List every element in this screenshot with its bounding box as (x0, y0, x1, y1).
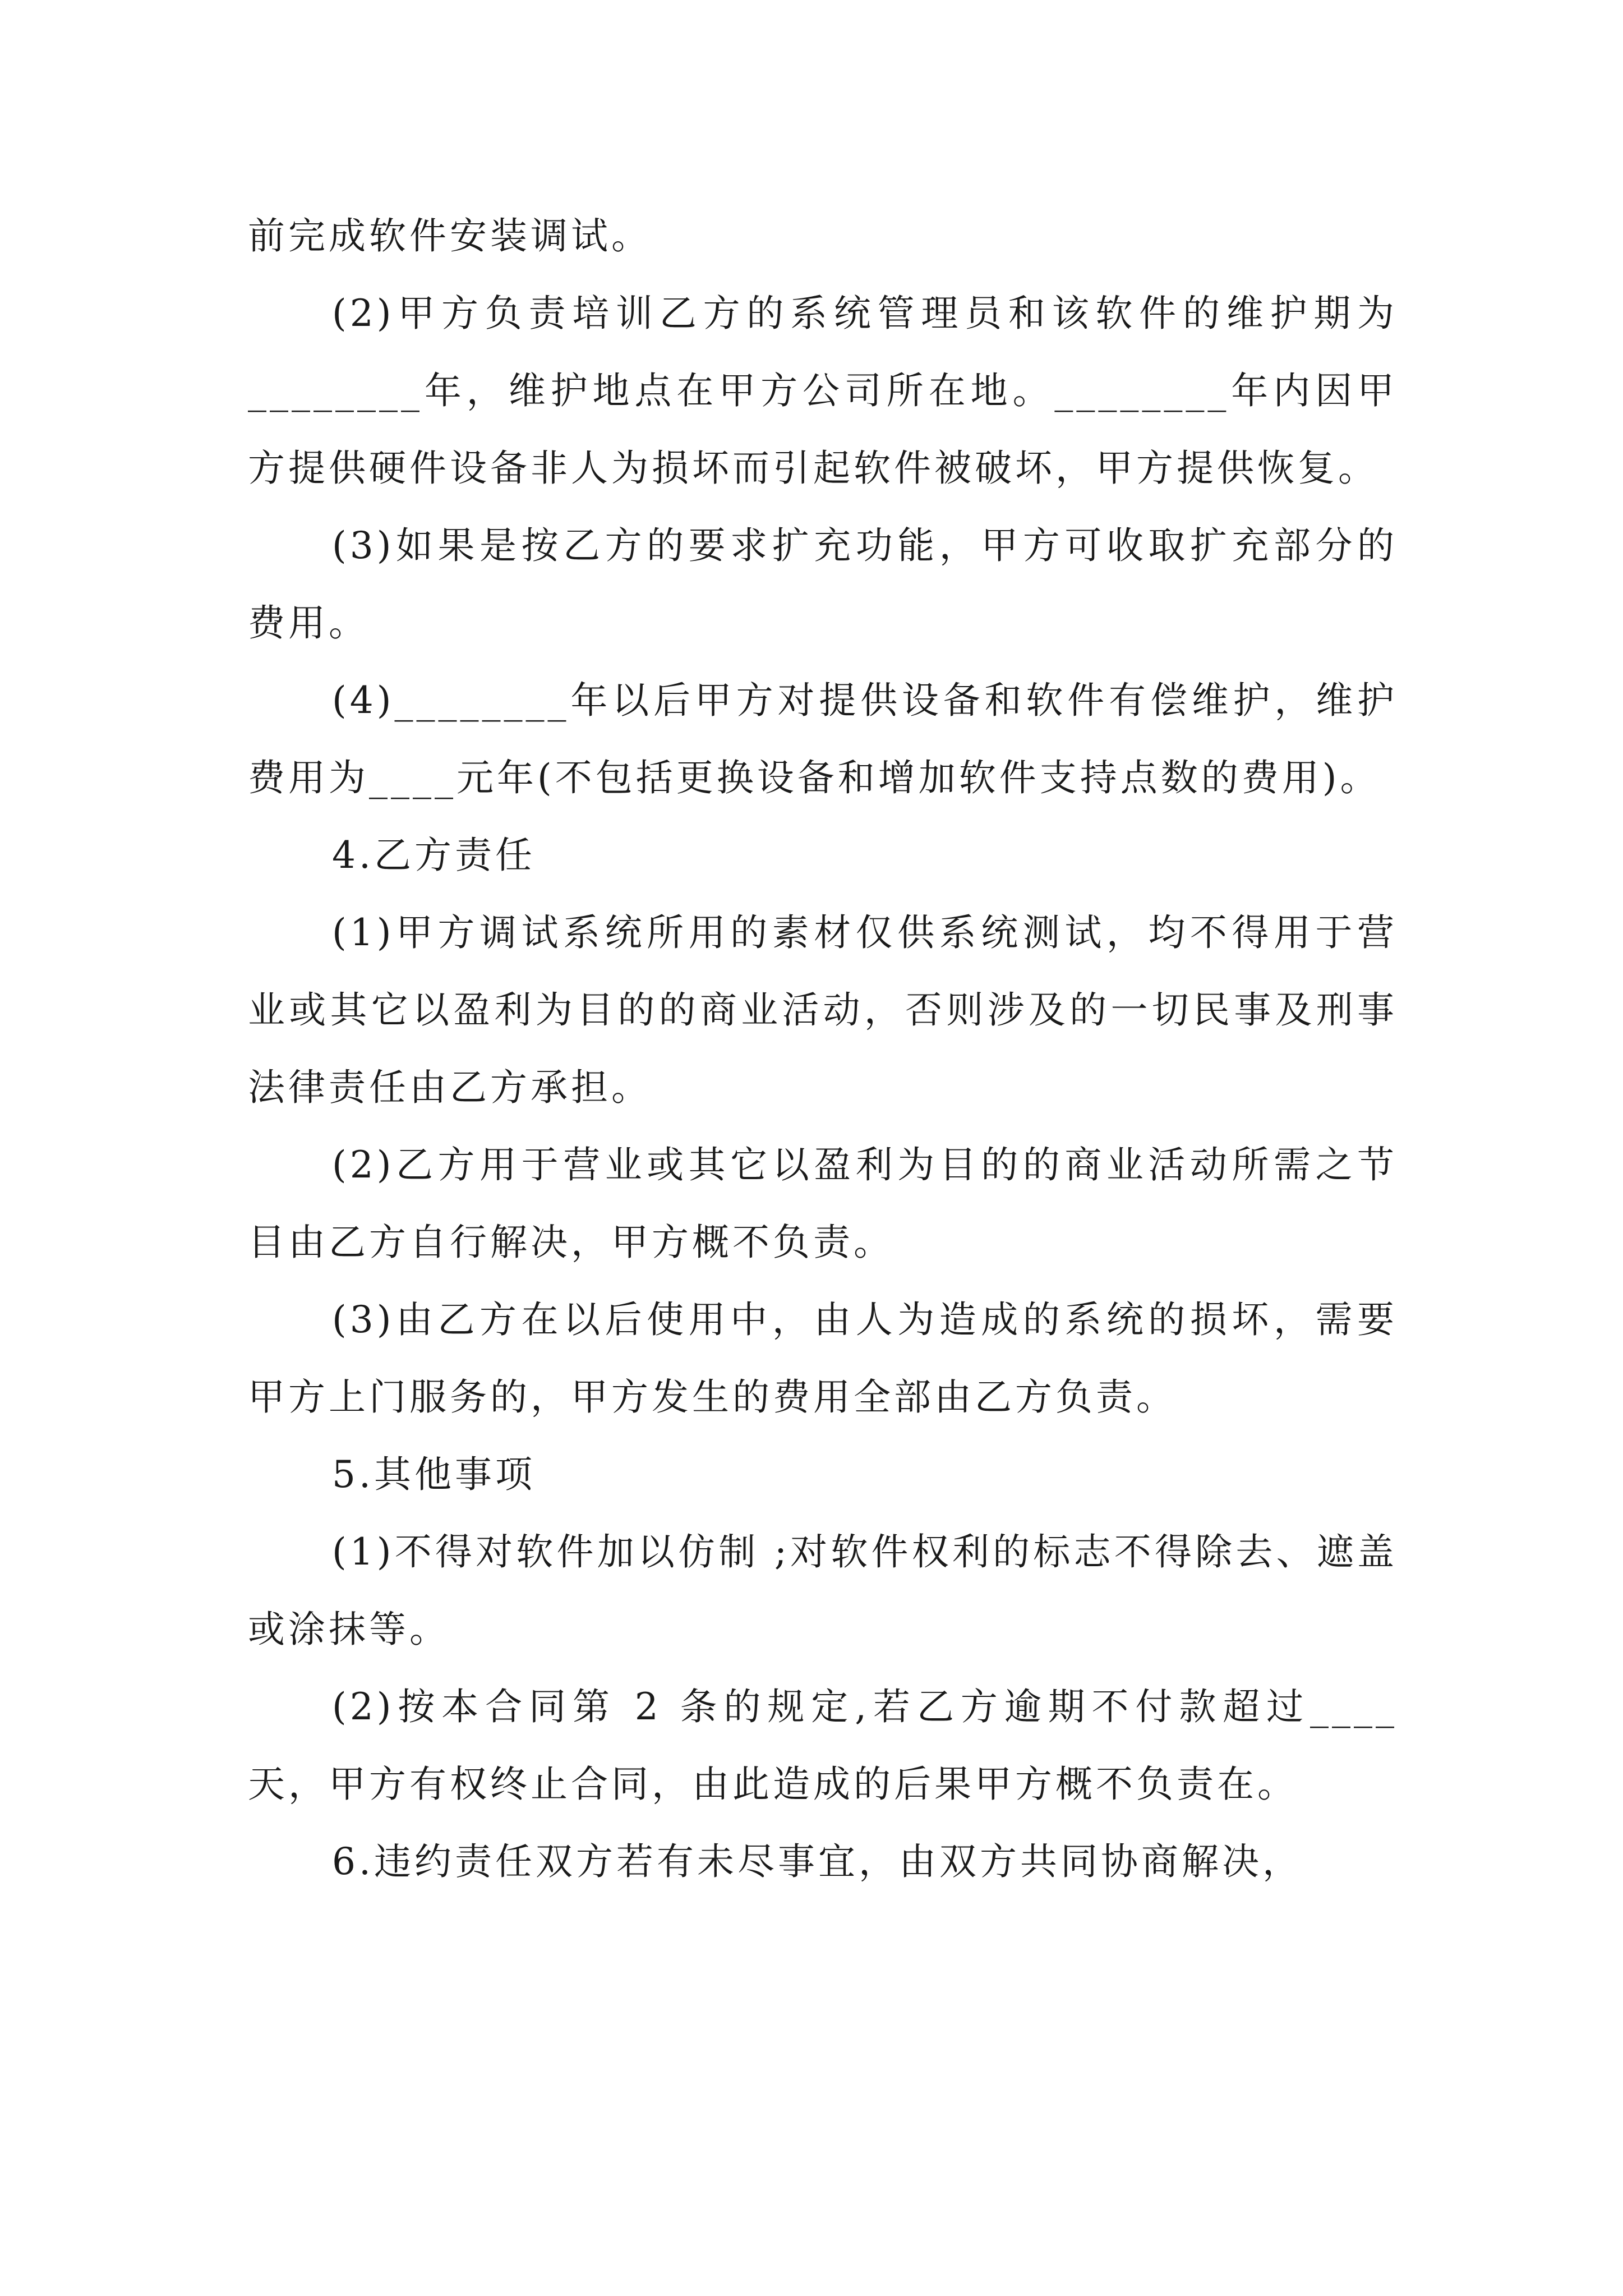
paragraph-continuation: 前完成软件安装调试。 (248, 214, 652, 257)
paragraph-clause-4-3: (3)由乙方在以后使用中，由人为造成的系统的损坏，需要甲方上门服务的，甲方发生的费用全部由乙方负责。 (248, 1298, 1398, 1419)
section-heading-5: 5.其他事项 (332, 1453, 536, 1496)
paragraph-clause-5-1: (1)不得对软件加以仿制 ;对软件权利的标志不得除去、遮盖或涂抹等。 (248, 1530, 1398, 1651)
paragraph-clause-4-1: (1)甲方调试系统所用的素材仅供系统测试，均不得用于营业或其它以盈利为目的的商业活动，否则涉及的一切民事及刑事法律责任由乙方承担。 (248, 911, 1398, 1109)
section-heading-4: 4.乙方责任 (332, 834, 536, 877)
document-body (248, 197, 1398, 1901)
paragraph-clause-3-4: (4)________年以后甲方对提供设备和软件有偿维护，维护费用为____元年(不包括更换设备和增加软件支持点数的费用)。 (248, 679, 1398, 799)
paragraph-clause-3-3: (3)如果是按乙方的要求扩充功能，甲方可收取扩充部分的费用。 (248, 524, 1398, 645)
paragraph-clause-3-2: (2)甲方负责培训乙方的系统管理员和该软件的维护期为________年，维护地点在甲方公司所在地。________年内因甲方提供硬件设备非人为损坏而引起软件被破坏，甲方提供恢复。 (248, 292, 1398, 490)
section-heading-6: 6.违约责任双方若有未尽事宜，由双方共同协商解决， (332, 1840, 1303, 1883)
paragraph-clause-5-2: (2)按本合同第 2 条的规定,若乙方逾期不付款超过____天，甲方有权终止合同，由此造成的后果甲方概不负责在。 (248, 1685, 1398, 1806)
paragraph-clause-4-2: (2)乙方用于营业或其它以盈利为目的的商业活动所需之节目由乙方自行解决，甲方概不负责。 (248, 1143, 1398, 1264)
